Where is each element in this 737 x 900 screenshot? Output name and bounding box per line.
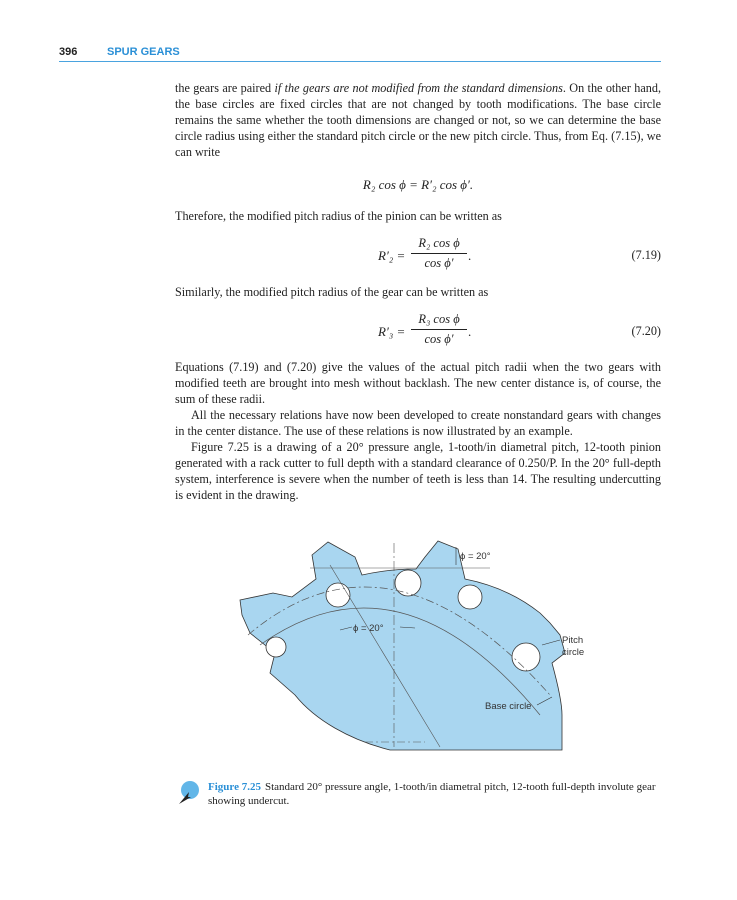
paragraph-2-text: Therefore, the modified pitch radius of the pinion can be written as — [175, 209, 502, 223]
equation-7-19-number: (7.19) — [631, 248, 661, 262]
equation-7-20 — [175, 312, 661, 352]
equation-7-20-number: (7.20) — [631, 324, 661, 338]
animation-cursor-icon — [175, 780, 201, 806]
header-rule — [59, 61, 661, 62]
label-angle-top: ϕ = 20° — [460, 551, 491, 562]
equation-7-20-fraction — [411, 312, 467, 347]
label-pitch-2: circle — [562, 647, 585, 658]
label-pitch-1: Pitch — [562, 635, 584, 646]
root-undercut-3 — [458, 585, 482, 609]
label-angle-center: ϕ = 20° — [353, 623, 384, 634]
paragraph-4: Equations (7.19) and (7.20) give the values of the actual pitch radii when the two gears with modified teeth are brought into mesh without backlash. The new center distance is, of course, the sum of these radii. — [175, 360, 661, 406]
equation-7-19-period: . — [468, 248, 472, 263]
paragraph-3-text: Similarly, the modified pitch radius of the gear can be written as — [175, 285, 489, 299]
equation-7-19 — [175, 236, 661, 276]
equation-7-20-lhs: R′₃ = — [378, 324, 406, 339]
caption-body: Standard 20° pressure angle, 1-tooth/in diametral pitch, 12-tooth full-depth involute gear showing undercut. — [208, 781, 656, 807]
equation-7-19-fraction — [411, 236, 467, 271]
caption-label: Figure 7.25 — [208, 781, 261, 793]
figure-caption — [175, 778, 661, 818]
paragraph-1 — [175, 80, 661, 160]
root-undercut-5 — [266, 637, 286, 657]
page-number: 396 — [59, 46, 78, 58]
paragraph-1-emphasis: if the gears are not modified from the standard dimensions — [274, 81, 563, 95]
equation-7-20-period: . — [468, 324, 472, 339]
paragraph-block-4-6 — [175, 359, 661, 503]
running-head — [59, 42, 661, 62]
equation-7-19-numerator: R₂ cos ϕ — [411, 236, 467, 254]
equation-base-circle: R₂ cos ϕ = R′₂ cos ϕ′. — [362, 177, 474, 192]
gear-drawing — [240, 535, 585, 750]
paragraph-3 — [175, 284, 661, 300]
paragraph-5: All the necessary relations have now been developed to create nonstandard gears with changes in the center distance. The use of these relations is now illustrated by an example. — [175, 408, 661, 438]
caption-text — [208, 780, 661, 808]
paragraph-1-rest: . On the other hand, the base circles are fixed circles that are not changed by tooth modifications. The base circle remains the same whether the tooth dimensions are changed or not, so we can determine the base circle radius using either the standard pitch circle or the new pitch circle. Thus, from Eq. (7.15), we can write — [175, 81, 661, 159]
root-undercut-1 — [326, 583, 350, 607]
figure-7-25 — [240, 535, 585, 750]
label-base-circle: Base circle — [485, 701, 532, 712]
root-undercut-2 — [395, 570, 421, 596]
equation-7-20-denominator: cos ϕ′ — [424, 332, 454, 346]
equation-7-19-lhs: R′₂ = — [378, 248, 406, 263]
equation-7-19-denominator: cos ϕ′ — [424, 256, 454, 270]
root-undercut-4 — [512, 643, 540, 671]
paragraph-1-start: the gears are paired — [175, 81, 275, 95]
paragraph-2 — [175, 208, 661, 224]
chapter-title: SPUR GEARS — [107, 46, 180, 58]
equation-7-20-numerator: R₃ cos ϕ — [411, 312, 467, 330]
paragraph-6: Figure 7.25 is a drawing of a 20° pressure angle, 1-tooth/in diametral pitch, 12-tooth pinion generated with a rack cutter to full depth with a standard clearance of 0.250/P. In the 20° full-depth system, interference is severe when the number of teeth is less than 14. The resulting undercutting is evident in the drawing. — [175, 440, 661, 502]
